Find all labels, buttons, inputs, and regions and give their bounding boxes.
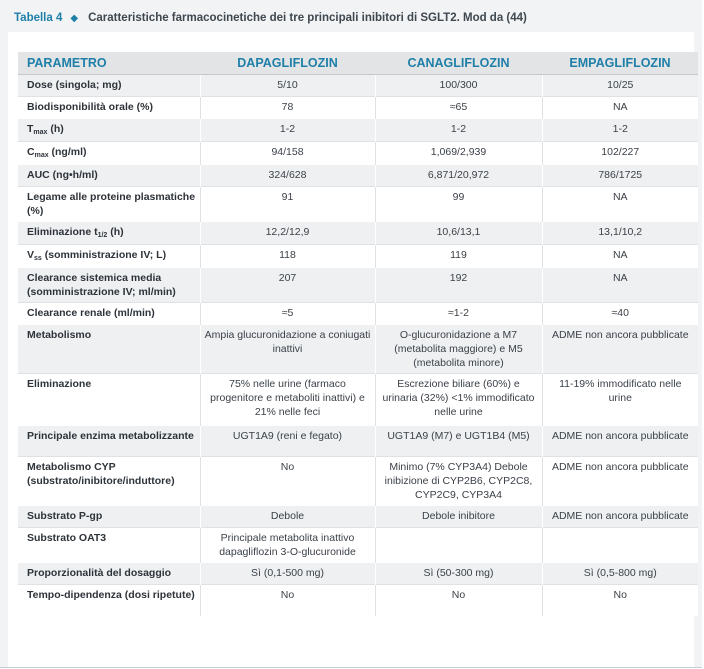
cell-canagliflozin: 100/300 <box>375 75 542 97</box>
header-row <box>18 52 698 75</box>
row-parameter: Dose (singola; mg) <box>18 75 200 97</box>
cell-dapagliflozin: 75% nelle urine (farmaco progenitore e metaboliti inattivi) e 21% nelle feci <box>200 374 375 426</box>
table-row <box>18 563 698 585</box>
cell-dapagliflozin: 118 <box>200 245 375 268</box>
table-caption <box>14 12 527 24</box>
cell-empagliflozin: ADME non ancora pubblicate <box>542 457 698 506</box>
table-row <box>18 268 698 303</box>
row-parameter: Principale enzima metabolizzante <box>18 426 200 457</box>
cell-canagliflozin: Minimo (7% CYP3A4) Debole inibizione di CYP2B6, CYP2C8, CYP2C9, CYP3A4 <box>375 457 542 506</box>
cell-canagliflozin: Debole inibitore <box>375 506 542 528</box>
table-row <box>18 187 698 222</box>
cell-dapagliflozin: 91 <box>200 187 375 222</box>
cell-empagliflozin: NA <box>542 245 698 268</box>
table-row <box>18 426 698 457</box>
table-row <box>18 97 698 119</box>
cell-empagliflozin: 1-2 <box>542 119 698 142</box>
cell-canagliflozin: 119 <box>375 245 542 268</box>
row-parameter: Substrato P-gp <box>18 506 200 528</box>
cell-empagliflozin: No <box>542 585 698 616</box>
cell-canagliflozin: 1-2 <box>375 119 542 142</box>
cell-dapagliflozin: ≈5 <box>200 303 375 325</box>
cell-dapagliflozin: 78 <box>200 97 375 119</box>
cell-dapagliflozin: 324/628 <box>200 165 375 187</box>
cell-empagliflozin: 102/227 <box>542 142 698 165</box>
cell-empagliflozin: 786/1725 <box>542 165 698 187</box>
table-sheet <box>8 32 694 667</box>
table-row <box>18 142 698 165</box>
cell-canagliflozin: O-glucuronidazione a M7 (metabolita maggiore) e M5 (metabolita minore) <box>375 325 542 374</box>
cell-canagliflozin: 10,6/13,1 <box>375 222 542 245</box>
cell-empagliflozin: NA <box>542 187 698 222</box>
row-parameter: Tempo-dipendenza (dosi ripetute) <box>18 585 200 616</box>
table-title: Caratteristiche farmacocinetiche dei tre principali inibitori di SGLT2. Mod da (44) <box>88 12 527 24</box>
cell-dapagliflozin: No <box>200 585 375 616</box>
cell-canagliflozin: 192 <box>375 268 542 303</box>
parameter-symbol: V <box>27 249 35 261</box>
cell-empagliflozin: ADME non ancora pubblicate <box>542 426 698 457</box>
cell-empagliflozin: ≈40 <box>542 303 698 325</box>
table-row <box>18 165 698 187</box>
row-parameter: AUC (ng•h/ml) <box>18 165 200 187</box>
table-row <box>18 528 698 563</box>
parameter-subscript: max <box>33 129 48 136</box>
diamond-icon: ◆ <box>70 13 79 24</box>
table-row <box>18 585 698 616</box>
header-empagliflozin: EMPAGLIFLOZIN <box>542 52 698 75</box>
row-parameter: Metabolismo <box>18 325 200 374</box>
cell-canagliflozin: Escrezione biliare (60%) e urinaria (32%) <1% immodificato nelle urine <box>375 374 542 426</box>
cell-canagliflozin: 1,069/2,939 <box>375 142 542 165</box>
cell-dapagliflozin: 5/10 <box>200 75 375 97</box>
table-row <box>18 75 698 97</box>
cell-empagliflozin: ADME non ancora pubblicate <box>542 506 698 528</box>
cell-canagliflozin <box>375 528 542 563</box>
header-parametro: PARAMETRO <box>18 52 200 75</box>
cell-dapagliflozin: Principale metabolita inattivo dapagliflozin 3-O-glucuronide <box>200 528 375 563</box>
cell-canagliflozin: ≈1-2 <box>375 303 542 325</box>
cell-empagliflozin: 13,1/10,2 <box>542 222 698 245</box>
table-row <box>18 506 698 528</box>
table-body <box>18 75 698 616</box>
parameter-unit: (h) <box>107 226 124 238</box>
cell-dapagliflozin: Sì (0,1-500 mg) <box>200 563 375 585</box>
parameter-symbol: C <box>27 146 35 158</box>
row-parameter <box>18 142 200 165</box>
cell-canagliflozin: 6,871/20,972 <box>375 165 542 187</box>
header-canagliflozin: CANAGLIFLOZIN <box>375 52 542 75</box>
cell-canagliflozin: Sì (50-300 mg) <box>375 563 542 585</box>
parameter-subscript: 1/2 <box>97 232 108 239</box>
cell-empagliflozin: 11-19% immodificato nelle urine <box>542 374 698 426</box>
table-row <box>18 374 698 426</box>
table-row <box>18 222 698 245</box>
table-row <box>18 245 698 268</box>
parameter-symbol: T <box>27 123 34 135</box>
row-parameter: Clearance renale (ml/min) <box>18 303 200 325</box>
parameter-symbol: Eliminazione t <box>27 226 98 238</box>
pharmacokinetics-table <box>18 52 698 616</box>
parameter-unit: (ng/ml) <box>48 146 87 158</box>
header-dapagliflozin: DAPAGLIFLOZIN <box>200 52 375 75</box>
cell-canagliflozin: UGT1A9 (M7) e UGT1B4 (M5) <box>375 426 542 457</box>
row-parameter <box>18 119 200 142</box>
row-parameter: Biodisponibilità orale (%) <box>18 97 200 119</box>
parameter-unit: (h) <box>47 123 64 135</box>
table-row <box>18 457 698 506</box>
cell-dapagliflozin: 94/158 <box>200 142 375 165</box>
parameter-subscript: ss <box>34 255 42 262</box>
cell-canagliflozin: No <box>375 585 542 616</box>
cell-empagliflozin: NA <box>542 97 698 119</box>
table-row <box>18 119 698 142</box>
row-parameter: Eliminazione <box>18 374 200 426</box>
cell-empagliflozin: Sì (0,5-800 mg) <box>542 563 698 585</box>
cell-canagliflozin: ≈65 <box>375 97 542 119</box>
cell-dapagliflozin: 207 <box>200 268 375 303</box>
table-row <box>18 325 698 374</box>
cell-empagliflozin <box>542 528 698 563</box>
cell-empagliflozin: 10/25 <box>542 75 698 97</box>
row-parameter <box>18 222 200 245</box>
row-parameter: Metabolismo CYP (substrato/inibitore/induttore) <box>18 457 200 506</box>
cell-empagliflozin: ADME non ancora pubblicate <box>542 325 698 374</box>
row-parameter: Substrato OAT3 <box>18 528 200 563</box>
parameter-subscript: max <box>34 152 49 159</box>
row-parameter: Clearance sistemica media (somministrazione IV; ml/min) <box>18 268 200 303</box>
parameter-unit: (somministrazione IV; L) <box>41 249 167 261</box>
row-parameter <box>18 245 200 268</box>
cell-dapagliflozin: No <box>200 457 375 506</box>
cell-dapagliflozin: Debole <box>200 506 375 528</box>
cell-canagliflozin: 99 <box>375 187 542 222</box>
row-parameter: Legame alle proteine plasmatiche (%) <box>18 187 200 222</box>
cell-dapagliflozin: Ampia glucuronidazione a coniugati inattivi <box>200 325 375 374</box>
cell-empagliflozin: NA <box>542 268 698 303</box>
table-row <box>18 303 698 325</box>
cell-dapagliflozin: 1-2 <box>200 119 375 142</box>
row-parameter: Proporzionalità del dosaggio <box>18 563 200 585</box>
cell-dapagliflozin: UGT1A9 (reni e fegato) <box>200 426 375 457</box>
table-label: Tabella 4 <box>14 12 63 24</box>
cell-dapagliflozin: 12,2/12,9 <box>200 222 375 245</box>
